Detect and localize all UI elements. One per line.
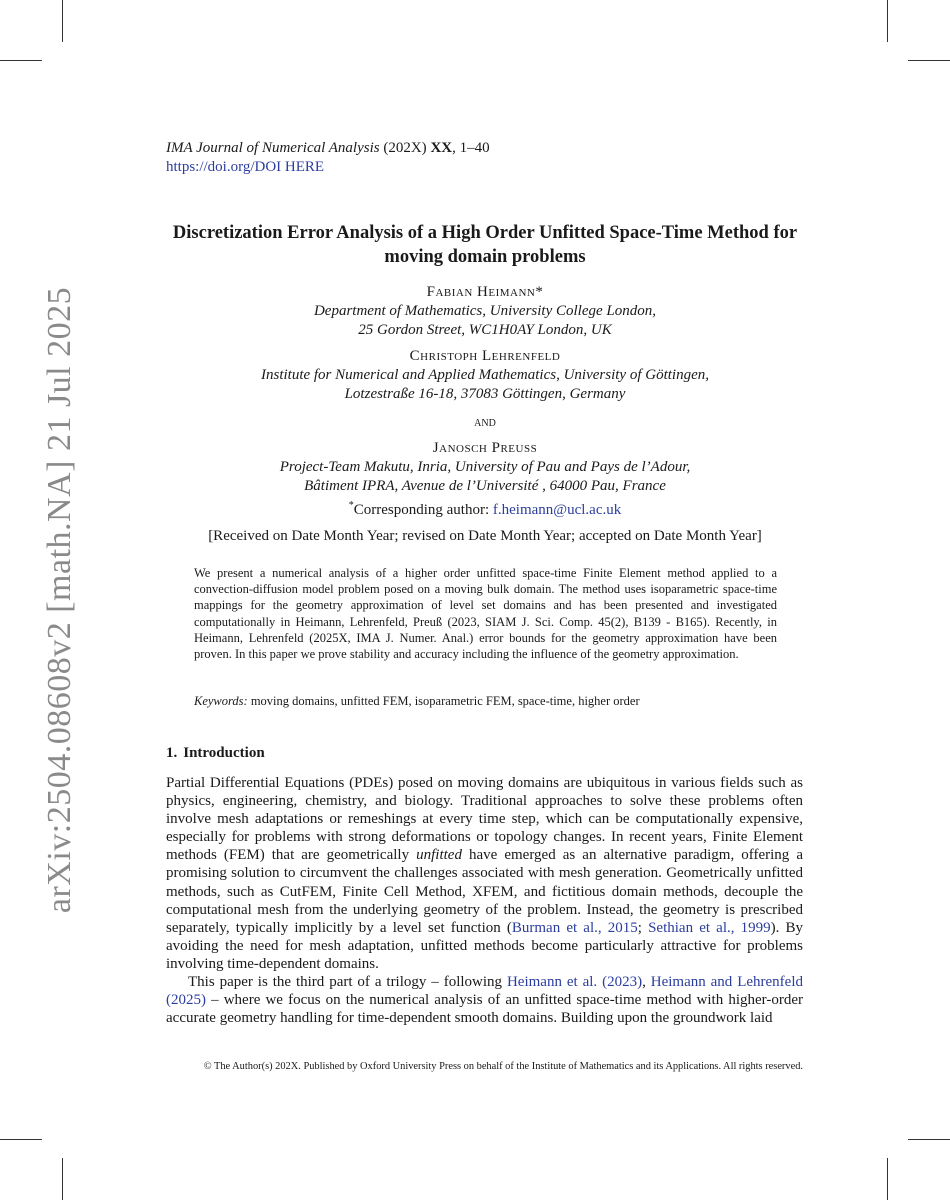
keywords-text: moving domains, unfitted FEM, isoparametric FEM, space-time, higher order — [247, 694, 640, 708]
journal-name: IMA Journal of Numerical Analysis — [166, 140, 380, 156]
and-separator: and — [474, 415, 496, 430]
received-dates: [Received on Date Month Year; revised on Date Month Year; accepted on Date Month Year] — [208, 528, 762, 544]
author-address: Lotzestraße 16-18, 37083 Göttingen, Germany — [344, 386, 626, 402]
citation-link[interactable]: Burman et al., 2015 — [511, 919, 638, 936]
author-block-3 — [160, 439, 810, 520]
crop-mark-top-right-vertical — [887, 0, 888, 42]
crop-mark-bottom-right-vertical — [887, 1158, 888, 1200]
intro-paragraph-2 — [166, 973, 803, 1027]
citation-link[interactable]: Heimann and Lehrenfeld (2025) — [166, 974, 804, 1009]
intro-paragraph-1 — [166, 774, 803, 973]
citation-link[interactable]: Heimann et al. (2023) — [506, 974, 643, 991]
crop-mark-bottom-left-vertical — [62, 1158, 63, 1200]
text-run: Partial Differential Equations (PDEs) posed on moving domains are ubiquitous in various fields such as physics, engineering, chemistry, and biology. Traditional approaches to solve these problems often involve mesh adaptations or remeshings at every time step, which can be computationally expensive, especially for problems with strong deformations or topology changes. In recent years, Finite Element methods (FEM) that are geometrically — [166, 775, 803, 864]
section-heading — [166, 745, 265, 762]
text-run: ). By avoiding the need for mesh adaptation, unfitted methods become particularly attractive for problems involving time-dependent domains. — [166, 919, 804, 972]
text-run: ; — [637, 919, 649, 936]
corresponding-label: Corresponding author: — [353, 502, 493, 518]
journal-volume: XX — [430, 140, 453, 156]
paper-title: Discretization Error Analysis of a High Order Unfitted Space-Time Method for moving domain problems — [172, 223, 798, 267]
author-name: Christoph Lehrenfeld — [409, 348, 561, 364]
doi-link[interactable]: https://doi.org/DOI HERE — [166, 159, 325, 175]
text-run: have emerged as an alternative paradigm, offering a promising solution to circumvent the challenges associated with mesh generation. Geometrically unfitted methods, such as CutFEM, Finite Cell Method, XFEM, and fictitious domain methods, decouple the computational mesh from the underlying geometry of the problem. Instead, the geometry is prescribed separately, typically implicitly by a level set function ( — [166, 847, 803, 936]
keywords-label: Keywords: — [194, 694, 248, 708]
corresponding-author — [160, 496, 810, 520]
section-title: Introduction — [183, 745, 265, 761]
crop-mark-top-left-vertical — [62, 0, 63, 42]
keywords — [194, 694, 777, 709]
copyright-footer: © The Author(s) 202X. Published by Oxford University Press on behalf of the Institute of Mathematics and its Applications. All rights reserved. — [203, 1061, 803, 1072]
text-run: – where we focus on the numerical analysis of an unfitted space-time method with higher-order accurate geometry handling for time-dependent smooth domains. Building upon the groundwork laid — [166, 992, 803, 1027]
crop-mark-bottom-left-horizontal — [0, 1139, 42, 1140]
crop-mark-top-right-horizontal — [908, 60, 950, 61]
journal-year: (202X) — [383, 140, 427, 156]
introduction-body — [166, 774, 803, 1027]
corresponding-marker: * — [348, 500, 354, 511]
author-address: Bâtiment IPRA, Avenue de l’Université , 64000 Pau, France — [304, 478, 666, 494]
journal-header — [166, 139, 490, 177]
journal-pages: , 1–40 — [452, 140, 490, 156]
author-name: Janosch Preuss — [432, 440, 538, 456]
section-number: 1. — [166, 745, 178, 761]
emphasis-unfitted: unfitted — [416, 847, 462, 864]
citation-link[interactable]: Sethian et al., 1999 — [648, 919, 771, 936]
arxiv-sidebar-stamp: arXiv:2504.08608v2 [math.NA] 21 Jul 2025 — [41, 286, 78, 914]
text-run: This paper is the third part of a trilogy – following — [188, 974, 507, 991]
author-block-1 — [160, 283, 810, 340]
crop-mark-bottom-right-horizontal — [908, 1139, 950, 1140]
author-affiliation: Institute for Numerical and Applied Mathematics, University of Göttingen, — [260, 367, 709, 383]
corresponding-email-link[interactable]: f.heimann@ucl.ac.uk — [492, 502, 622, 518]
author-address: 25 Gordon Street, WC1H0AY London, UK — [358, 322, 612, 338]
author-affiliation: Project-Team Makutu, Inria, University of Pau and Pays de l’Adour, — [279, 459, 691, 475]
author-name: Fabian Heimann* — [426, 284, 544, 300]
crop-mark-top-left-horizontal — [0, 60, 42, 61]
author-affiliation: Department of Mathematics, University College London, — [313, 303, 657, 319]
author-block-2 — [160, 347, 810, 404]
text-run: , — [642, 974, 651, 991]
abstract: We present a numerical analysis of a higher order unfitted space-time Finite Element method applied to a convection-diffusion model problem posed on a moving bulk domain. The method uses isoparametric space-time mappings for the geometry approximation of level set domains and has been presented and investigated computationally in Heimann, Lehrenfeld, Preuß (2023, SIAM J. Sci. Comp. 45(2), B139 - B165). Recently, in Heimann, Lehrenfeld (2025X, IMA J. Numer. Anal.) error bounds for the geometry approximation have been proven. In this paper we prove stability and accuracy including the influence of the geometry approximation. — [194, 566, 777, 662]
